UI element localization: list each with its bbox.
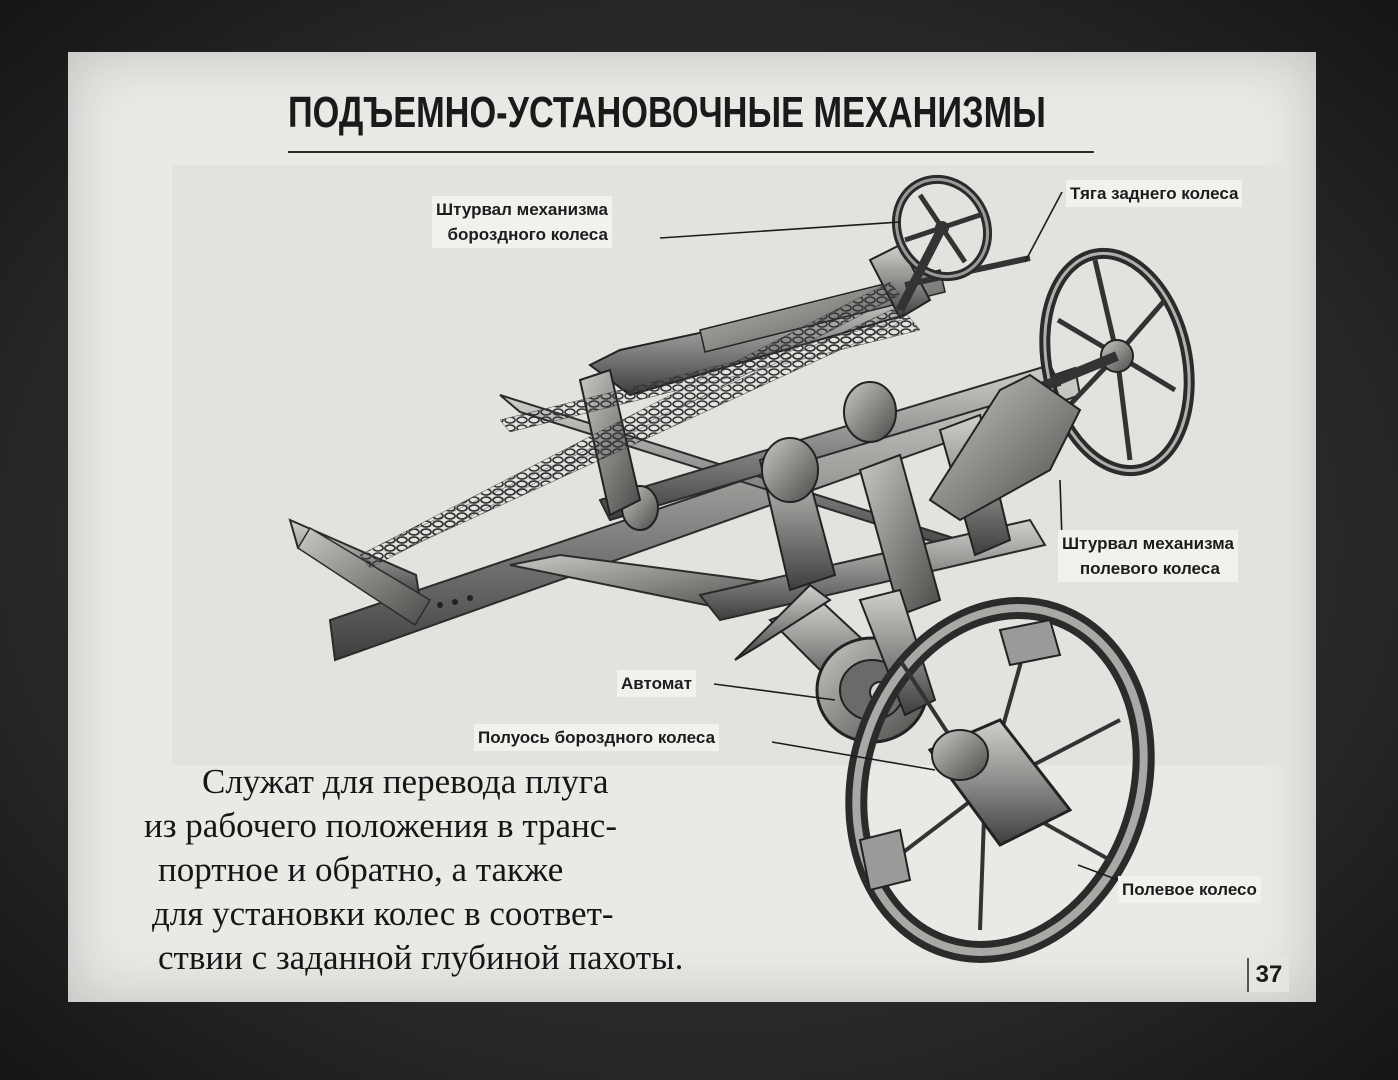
description-line: портное и обратно, а также [158, 850, 564, 889]
callout-furrow-wheel-half-axle: Полуось бороздного колеса [474, 724, 719, 751]
description-line: из рабочего положения в транс- [144, 806, 617, 845]
slide-title: ПОДЪЕМНО-УСТАНОВОЧНЫЕ МЕХАНИЗМЫ [288, 88, 1046, 137]
field-wheel [813, 570, 1187, 989]
callout-rear-wheel-rod: Тяга заднего колеса [1066, 180, 1242, 207]
description-line: для установки колес в соответ- [152, 894, 614, 933]
description-line: Служат для перевода плуга [202, 762, 609, 801]
callout-furrow-wheel-handwheel [432, 196, 612, 248]
callout-line-2: бороздного колеса [447, 225, 608, 244]
field-wheel-handwheel [930, 240, 1208, 520]
description-text [128, 760, 768, 980]
page-number: 37 [1247, 958, 1289, 992]
callout-automat: Автомат [617, 670, 696, 697]
description-line: ствии с заданной глубиной пахоты. [158, 938, 684, 977]
callout-field-wheel: Полевое колесо [1118, 876, 1261, 903]
callout-line-1: Штурвал механизма [1062, 534, 1234, 553]
callout-line-2: полевого колеса [1079, 559, 1220, 578]
callout-line-1: Штурвал механизма [436, 200, 608, 219]
callout-field-wheel-handwheel [1058, 530, 1238, 582]
